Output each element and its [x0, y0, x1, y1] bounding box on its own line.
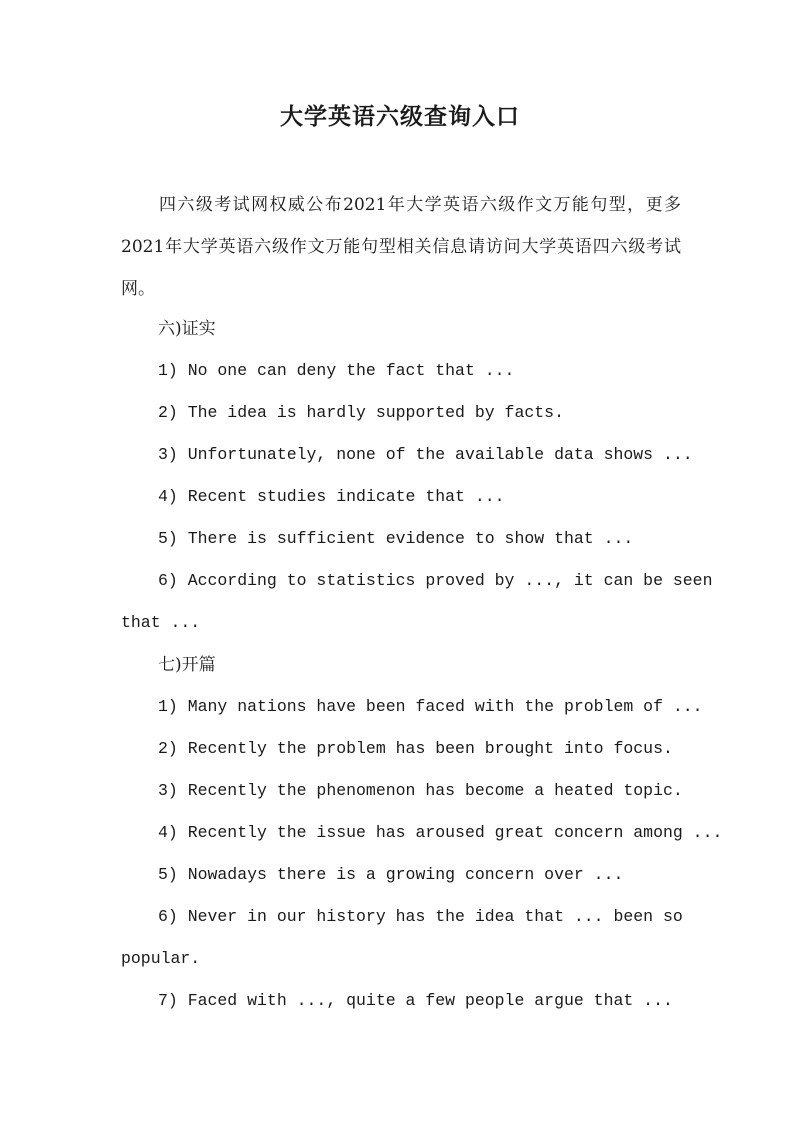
intro-paragraph: 四六级考试网权威公布2021年大学英语六级作文万能句型，更多2021年大学英语六级作文万能句型相关信息请访问大学英语四六级考试网。	[121, 195, 681, 299]
list-item: 2) Recently the problem has been brought into focus.	[158, 739, 673, 758]
page-title: 大学英语六级查询入口	[280, 103, 520, 130]
section-heading-verification: 六)证实	[158, 319, 216, 339]
list-item: 6) According to statistics proved by ..., it can be seen	[158, 571, 713, 590]
list-item: 1) No one can deny the fact that ...	[158, 361, 515, 380]
list-item-continuation: popular.	[121, 949, 201, 968]
section-heading-opening: 七)开篇	[158, 655, 216, 675]
list-item: 5) There is sufficient evidence to show that ...	[158, 529, 634, 548]
list-item: 3) Unfortunately, none of the available data shows ...	[158, 445, 693, 464]
list-item: 1) Many nations have been faced with the problem of ...	[158, 697, 703, 716]
list-item: 2) The idea is hardly supported by facts.	[158, 403, 564, 422]
list-item-continuation: that ...	[121, 613, 201, 632]
list-item: 6) Never in our history has the idea that ... been so	[158, 907, 683, 926]
list-item: 5) Nowadays there is a growing concern over ...	[158, 865, 624, 884]
list-item: 3) Recently the phenomenon has become a heated topic.	[158, 781, 683, 800]
list-item: 4) Recent studies indicate that ...	[158, 487, 505, 506]
list-item: 7) Faced with ..., quite a few people argue that ...	[158, 991, 673, 1010]
list-item: 4) Recently the issue has aroused great concern among ...	[158, 823, 723, 842]
